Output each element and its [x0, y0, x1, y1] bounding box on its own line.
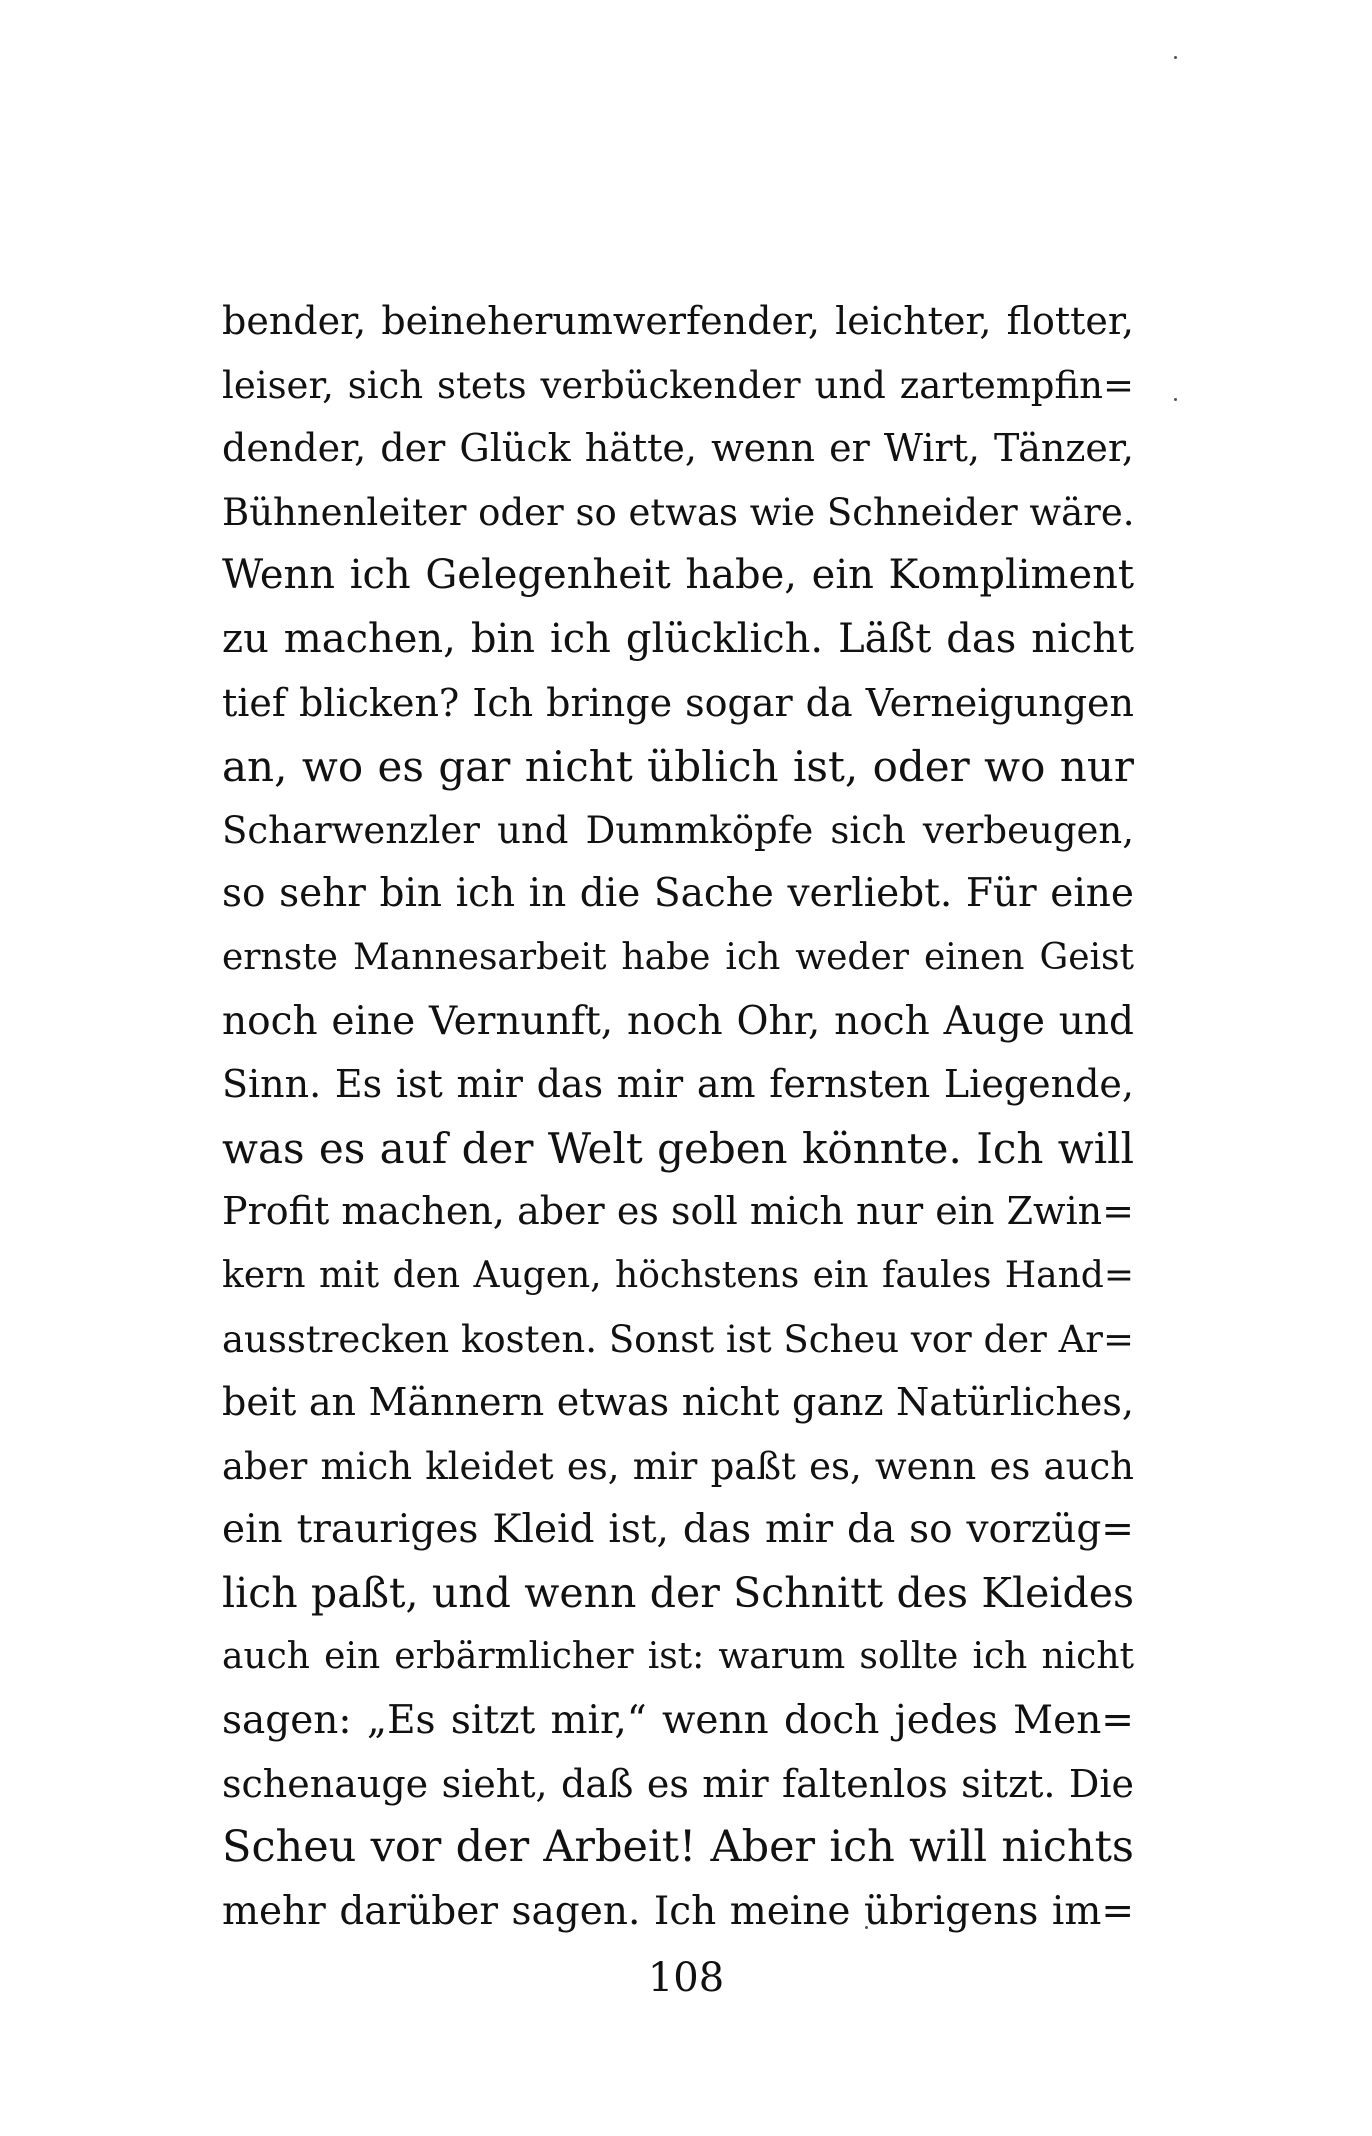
text-line: Wenn ich Gelegenheit habe, ein Kompliment: [222, 552, 1134, 599]
text-line: so sehr bin ich in die Sache verliebt. Für eine: [222, 871, 1134, 917]
text-line: noch eine Vernunft, noch Ohr, noch Auge und: [222, 998, 1134, 1044]
text-line: ausstrecken kosten. Sonst ist Scheu vor der Ar=: [222, 1317, 1134, 1361]
text-line: ein trauriges Kleid ist, das mir da so vorzüg=: [222, 1507, 1134, 1553]
text-line: bender, beineherumwerfender, leichter, flotter,: [222, 299, 1134, 343]
text-line: Bühnenleiter oder so etwas wie Schneider wäre.: [222, 490, 1134, 534]
text-line: ernste Mannesarbeit habe ich weder einen Geist: [222, 936, 1134, 978]
text-line: tief blicken? Ich bringe sogar da Verneigungen: [222, 680, 1134, 725]
text-line: Sinn. Es ist mir das mir am fernsten Liegende,: [222, 1062, 1134, 1107]
paper-speck: [1174, 56, 1177, 59]
text-line: Profit machen, aber es soll mich nur ein Zwin=: [222, 1189, 1134, 1234]
text-line: schenauge sieht, daß es mir faltenlos sitzt. Die: [222, 1761, 1134, 1806]
text-line: beit an Männern etwas nicht ganz Natürliches,: [222, 1380, 1134, 1425]
body-text: [222, 290, 1134, 1943]
text-line: leiser, sich stets verbückender und zartempfin=: [222, 363, 1134, 407]
text-line: dender, der Glück hätte, wenn er Wirt, Tänzer,: [222, 426, 1134, 471]
page-number: 108: [647, 1955, 725, 2001]
text-line: aber mich kleidet es, mir paßt es, wenn es auch: [222, 1444, 1134, 1488]
text-line: lich paßt, und wenn der Schnitt des Kleides: [222, 1568, 1134, 1617]
text-line: auch ein erbärmlicher ist: warum sollte ich nicht: [222, 1636, 1134, 1678]
text-line: was es auf der Welt geben könnte. Ich will: [222, 1123, 1134, 1173]
text-line: sagen: „Es sitzt mir,“ wenn doch jedes Men=: [222, 1698, 1134, 1744]
paper-speck: [1174, 398, 1177, 401]
text-line: an, wo es gar nicht üblich ist, oder wo nur: [222, 742, 1134, 792]
text-line: zu machen, bin ich glücklich. Läßt das nicht: [222, 615, 1134, 662]
text-line: Scheu vor der Arbeit! Aber ich will nichts: [222, 1822, 1134, 1873]
text-line: Scharwenzler und Dummköpfe sich verbeugen,: [222, 808, 1134, 852]
text-line: mehr darüber sagen. Ich meine übrigens im=: [222, 1888, 1134, 1934]
text-line: kern mit den Augen, höchstens ein faules Hand=: [222, 1254, 1134, 1296]
